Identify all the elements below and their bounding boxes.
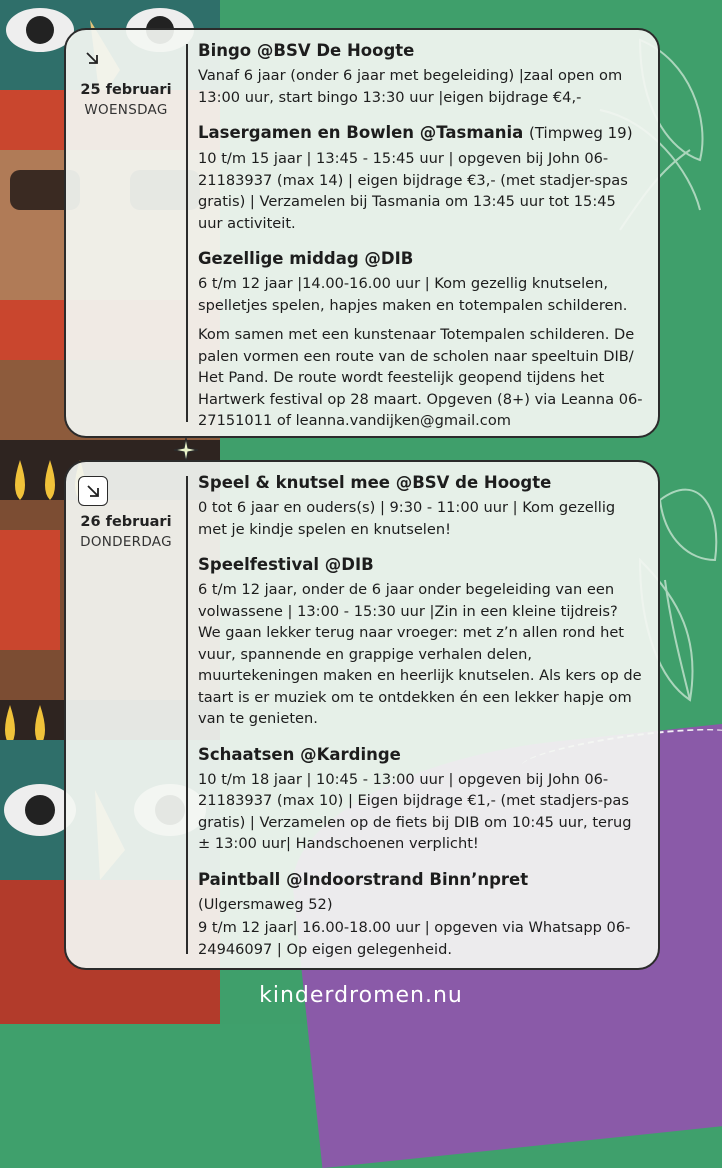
event-title: Lasergamen en Bowlen @Tasmania (Timpweg 19) xyxy=(198,123,633,142)
event-description: Vanaf 6 jaar (onder 6 jaar met begeleiding) |zaal open om 13:00 uur, start bingo 13:30 uur |eigen bijdrage €4,- xyxy=(198,67,623,106)
events-list xyxy=(198,40,644,446)
star-icon xyxy=(174,438,198,462)
event-title: Gezellige middag @DIB xyxy=(198,249,414,268)
event-description: 10 t/m 15 jaar | 13:45 - 15:45 uur | opgeven bij John 06-21183937 (max 14) | eigen bijdrage €3,- (met stadjer-spas gratis) | Verzamelen bij Tasmania om 13:45 uur tot 15:45 uur activiteit. xyxy=(198,150,628,232)
day-card-26-februari xyxy=(64,460,660,970)
arrow-down-right-icon xyxy=(78,44,106,72)
arrow-down-right-icon xyxy=(78,476,108,506)
event-description: 0 tot 6 jaar en ouders(s) | 9:30 - 11:00 uur | Kom gezellig met je kindje spelen en knutselen! xyxy=(198,499,616,538)
weekday-label: DONDERDAG xyxy=(80,534,172,550)
event-title: Speel & knutsel mee @BSV de Hoogte xyxy=(198,473,552,492)
event-address: (Timpweg 19) xyxy=(529,124,633,142)
website-footer[interactable]: kinderdromen.nu xyxy=(259,983,463,1008)
event-description: 10 t/m 18 jaar | 10:45 - 13:00 uur | opgeven bij John 06-21183937 (max 10) | Eigen bijdrage €1,- (met stadjers-pas gratis) | Verzamelen op de fiets bij DIB om 10:45 uur, terug ± 13:00 uur| Handschoenen verplicht! xyxy=(198,770,632,852)
events-list xyxy=(198,472,644,974)
event-description: 6 t/m 12 jaar |14.00-16.00 uur | Kom gezellig knutselen, spelletjes spelen, hapjes maken en totempalen schilderen. xyxy=(198,275,628,314)
date-label: 26 februari xyxy=(80,514,172,530)
event-title: Schaatsen @Kardinge xyxy=(198,744,401,764)
event-description: 9 t/m 12 jaar| 16.00-18.00 uur | opgeven via Whatsapp 06-24946097 | Op eigen gelegenheid. xyxy=(198,919,631,958)
day-card-25-februari xyxy=(64,28,660,438)
date-label: 25 februari xyxy=(80,82,172,98)
event-address: (Ulgersmaweg 52) xyxy=(198,895,333,913)
event-title: Paintball @Indoorstrand Binn’npret xyxy=(198,869,529,889)
event-extra-description: Kom samen met een kunstenaar Totempalen schilderen. De palen vormen een route van de scholen naar speeltuin DIB/ Het Pand. De route wordt feestelijk geopend tijdens het Hartwerk festival op 28 maart. Opgeven (8+) via Leanna 06-27151011 of leanna.vandijken@gmail.com xyxy=(198,326,643,429)
event-description: 6 t/m 12 jaar, onder de 6 jaar onder begeleiding van een volwassene | 13:00 - 15:30 uur |Zin in een kleine tijdreis? We gaan lekker terug naar vroeger: met z’n allen rond het vuur, spannende en grappige verhalen delen, muurtekeningen maken en heerlijk knutselen. Als kers op de taart is er muziek om te ontdekken én een lekker hapje om van te genieten. xyxy=(198,581,642,727)
event-title: Bingo @BSV De Hoogte xyxy=(198,41,415,60)
vertical-divider xyxy=(186,476,188,954)
vertical-divider xyxy=(186,44,188,422)
weekday-label: WOENSDAG xyxy=(84,102,168,118)
event-title: Speelfestival @DIB xyxy=(198,555,374,574)
